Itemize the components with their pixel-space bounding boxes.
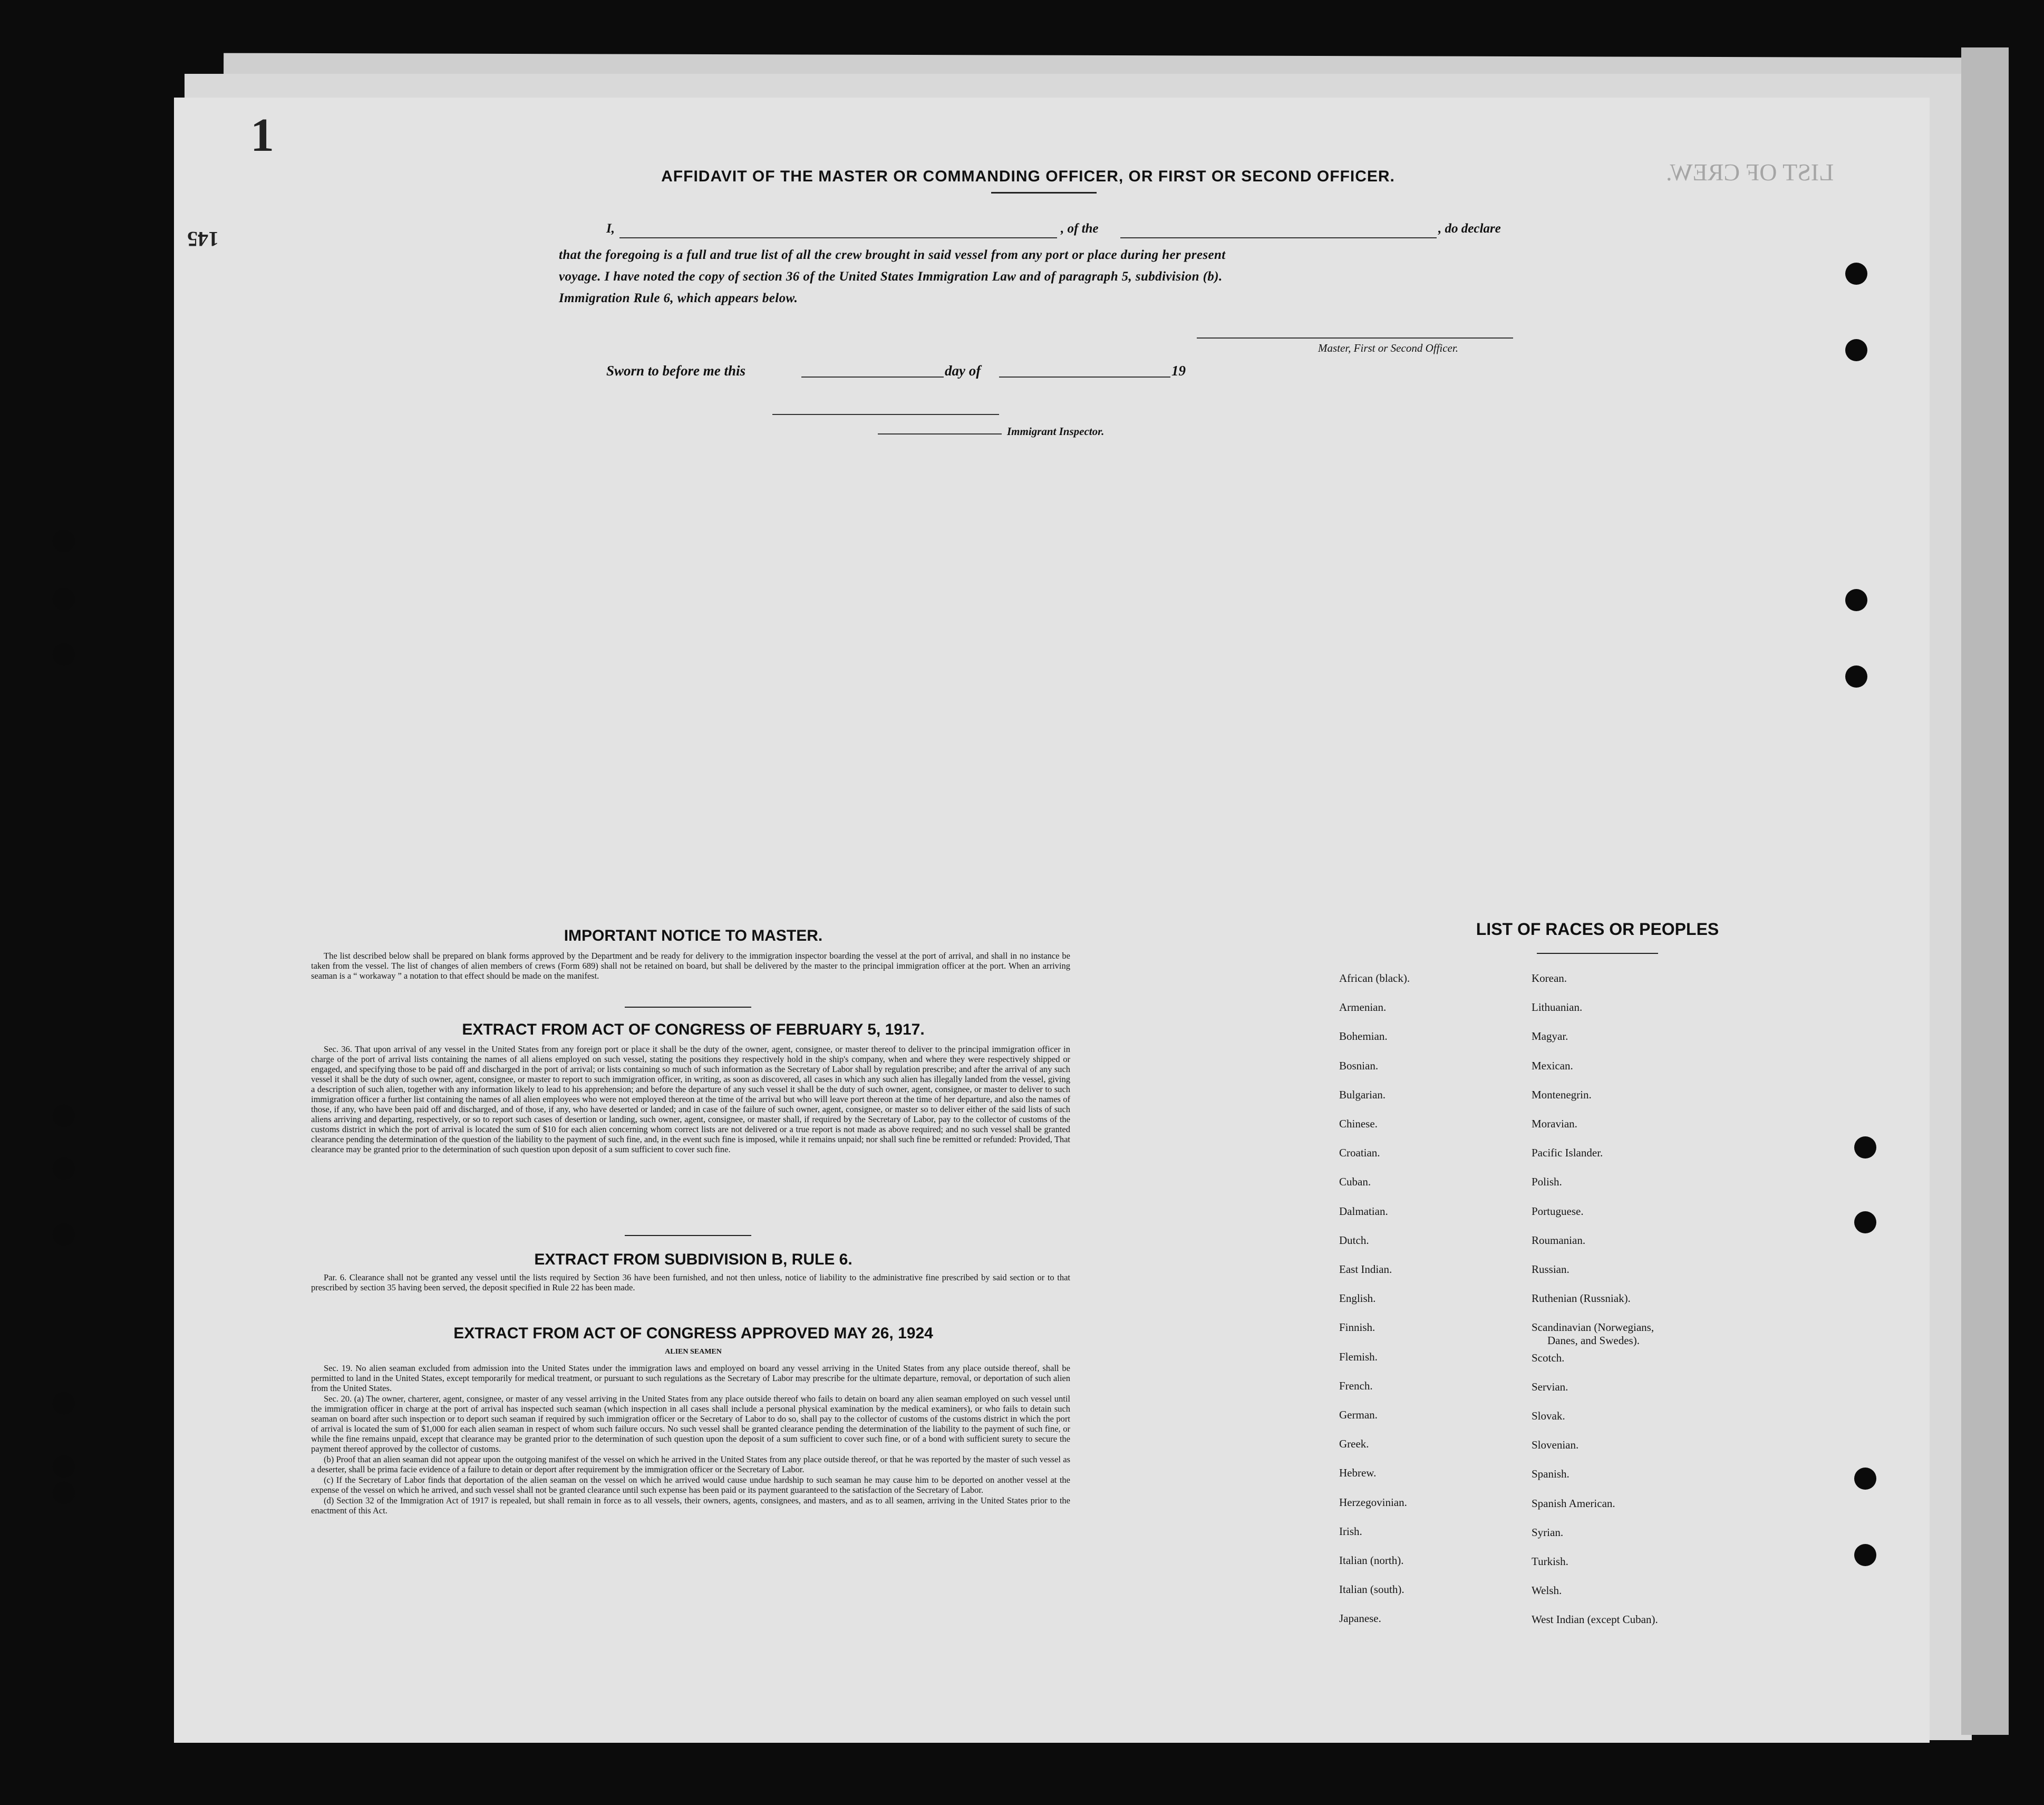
sworn-label: Sworn to before me this [606,363,746,379]
declaration-line: that the foregoing is a full and true list of all the crew brought in said vessel from any port or place during her present [559,248,1226,262]
notice-title: IMPORTANT NOTICE TO MASTER. [564,927,823,944]
race-item: Italian (north). [1339,1554,1404,1567]
race-item: West Indian (except Cuban). [1532,1613,1658,1626]
sec-20d-paragraph: (d) Section 32 of the Immigration Act of 1917 is repealed, but shall remain in force as to all vessels, their owners, agents, consignees, and masters, and as to all seamen, arriving in the United States prior to the enactment of this Act. [311,1495,1070,1516]
race-item: Flemish. [1339,1350,1378,1363]
race-item: Dutch. [1339,1233,1369,1247]
notice-paragraph: The list described below shall be prepared on blank forms approved by the Department and be ready for delivery to the immigration inspector boarding the vessel at the port of arrival, and shall in no instance be taken from the vessel. The list of changes of alien members of crews (Form 689) shall not be retained on board, but shall be delivered by the master to the principal immigration officer at the port. When an arriving seaman is a “ workaway ” a notation to that effect should be made on the manifest. [311,951,1070,981]
divider [625,1007,751,1008]
binding-hole [53,1105,75,1127]
race-item: Spanish. [1532,1468,1570,1481]
do-declare-label: , do declare [1438,221,1501,236]
races-title: LIST OF RACES OR PEOPLES [1476,920,1719,939]
race-item: German. [1339,1408,1378,1421]
race-item: African (black). [1339,972,1410,984]
affidavit-title: AFFIDAVIT OF THE MASTER OR COMMANDING OFFICER, OR FIRST OR SECOND OFFICER. [661,168,1395,185]
of-the-label: , of the [1061,221,1099,236]
sec-20a-paragraph: Sec. 20. (a) The owner, charterer, agent, consignee, or master of any vessel arriving in the United States from any place outside thereof who fails to detain on board any alien seaman employed on such vessel until the immigration officer in charge at the port of arrival has inspected such seaman (which inspection in all cases shall include a personal physical examination by the medical examiners), or who fails to detain such seaman on board after such inspection or to deport such seaman if required by such immigration officer or the Secretary of Labor to do so, shall pay to the collector of customs of the customs district in which the port of arrival is located the sum of $1,000 for each alien seaman in respect of whom such failure occurs. No such vessel shall be granted clearance pending the determination of the liability to the payment of such fine, or while the fine remains unpaid, except that clearance may be granted prior to the determination of such question upon the deposit of a sum sufficient to cover such fine, or of a bond with sufficient surety to secure the payment thereof approved by the collector of customs. [311,1394,1070,1454]
race-item: Japanese. [1339,1612,1381,1625]
binding-hole [53,1157,75,1180]
race-item: Bohemian. [1339,1030,1388,1043]
declarant-name-field[interactable] [619,237,1057,238]
extract-1917-text [311,1044,1070,1155]
binding-hole [1845,263,1867,285]
race-item: Bulgarian. [1339,1088,1386,1101]
bleed-through-text: LIST OF CREW. [1666,159,1834,186]
divider [625,1235,751,1236]
day-of-label: day of [945,363,981,379]
par-6-paragraph: Par. 6. Clearance shall not be granted any vessel until the lists required by Section 36 have been furnished, and not then unless, notice of liability to the administrative fine prescribed by said section or to that prescribed by section 35 having been served, the deposit specified in Rule 22 has been made. [311,1272,1070,1292]
binding-hole [1845,665,1867,688]
race-item: Greek. [1339,1437,1369,1451]
race-item: Slovak. [1532,1410,1565,1422]
race-item: Hebrew. [1339,1466,1377,1480]
race-item: Turkish. [1532,1555,1568,1568]
binding-hole [1854,1211,1876,1233]
race-item: Mexican. [1532,1059,1573,1072]
binding-hole [53,1223,75,1246]
binding-hole [53,1392,75,1414]
race-item: Danes, and Swedes). [1547,1334,1640,1347]
master-signature-field[interactable] [1197,337,1513,339]
race-item: Dalmatian. [1339,1204,1388,1218]
race-item: Irish. [1339,1524,1362,1538]
race-item: Bosnian. [1339,1059,1379,1072]
binding-hole [1845,589,1867,611]
binding-hole [1854,1544,1876,1566]
extract-1924-text [311,1363,1070,1516]
binding-hole [53,1482,75,1504]
binding-hole [1845,339,1867,361]
sec-20c-paragraph: (c) If the Secretary of Labor finds that deportation of the alien seaman on the vessel on which he arrived would cause undue hardship to such seaman he may cause him to be deported on another vessel at the expense of the vessel on which he arrived, and such vessel shall not be granted clearance until such expense has been paid or its payment guaranteed to the satisfaction of the Secretary of Labor. [311,1475,1070,1495]
divider [991,192,1097,194]
race-item: Syrian. [1532,1526,1564,1539]
race-item: Lithuanian. [1532,1001,1583,1014]
race-item: Chinese. [1339,1117,1378,1130]
inspector-signature-field[interactable] [772,414,999,415]
declarant-label: I, [606,221,615,236]
inspector-signature-field[interactable] [878,433,1002,435]
race-item: Italian (south). [1339,1583,1404,1596]
binding-hole [53,1455,75,1478]
race-item: Scandinavian (Norwegians, [1532,1321,1654,1334]
race-item: Cuban. [1339,1175,1371,1189]
vessel-name-field[interactable] [1120,237,1437,238]
race-item: Croatian. [1339,1146,1380,1160]
race-item: Ruthenian (Russniak). [1532,1292,1631,1305]
race-item: Polish. [1532,1175,1562,1189]
race-item: Herzegovinian. [1339,1495,1407,1509]
margin-number: 145 [187,227,219,251]
sec-19-paragraph: Sec. 19. No alien seaman excluded from admission into the United States under the immigration laws and employed on board any vessel arriving in the United States from any place outside thereof, shall be permitted to land in the United States, except temporarily for medical treatment, or pursuant to such regulations as the Secretary of Labor may prescribe for the ultimate departure, removal, or deportation of such alien from the United States. [311,1363,1070,1393]
binding-hole [53,643,75,665]
race-item: English. [1339,1292,1376,1305]
extract-1917-title: EXTRACT FROM ACT OF CONGRESS OF FEBRUARY 5, 1917. [462,1021,925,1038]
extract-1924-title: EXTRACT FROM ACT OF CONGRESS APPROVED MAY 26, 1924 [453,1325,933,1342]
race-item: Montenegrin. [1532,1088,1592,1101]
race-item: Welsh. [1532,1584,1562,1597]
page-edges [1961,47,2009,1735]
race-item: Russian. [1532,1263,1570,1276]
race-item: Armenian. [1339,1001,1387,1014]
binding-hole [1854,1468,1876,1490]
race-item: Finnish. [1339,1321,1375,1334]
extract-1924-subtitle: ALIEN SEAMEN [665,1348,722,1356]
notice-text [311,951,1070,981]
race-item: Moravian. [1532,1117,1577,1130]
binding-hole [1854,1136,1876,1159]
race-item: Roumanian. [1532,1233,1586,1247]
race-item: Servian. [1532,1380,1568,1393]
race-item: Korean. [1532,972,1567,984]
inspector-label: Immigrant Inspector. [1007,425,1105,438]
declaration-line: Immigration Rule 6, which appears below. [559,291,798,305]
race-item: Pacific Islander. [1532,1146,1603,1160]
master-signature-label: Master, First or Second Officer. [1318,342,1458,354]
race-item: French. [1339,1379,1373,1392]
race-item: Scotch. [1532,1351,1565,1364]
race-item: Portuguese. [1532,1204,1584,1218]
extract-rule6-title: EXTRACT FROM SUBDIVISION B, RULE 6. [534,1251,853,1268]
sworn-month-field[interactable] [999,377,1170,378]
sec-36-paragraph: Sec. 36. That upon arrival of any vessel in the United States from any foreign port or place it shall be the duty of the owner, agent, consignee, or master thereof to deliver to the principal immigration officer in charge of the port of arrival lists containing the names of all aliens employed on such vessel, stating the positions they respectively hold in the ship's company, when and where they were respectively shipped or engaged, and specifying those to be paid off and discharged in the port of arrival; or lists containing so much of such information as the Secretary of Labor shall by regulation prescribe; and after the arrival of any such vessel it shall be the duty of such owner, agent, consignee, or master to report to such immigration officer, in writing, as soon as discovered, all cases in which any such alien has illegally landed from the vessel, giving a description of such alien, together with any information likely to lead to his apprehension; and before the departure of any such vessel it shall be the duty of such owner, agent, consignee, or master to deliver to such immigration officer a further list containing the names of all alien employees who were not employed thereon at the time of the arrival but who will leave port thereon at the time of her departure, and also the names of those, if any, who have been paid off and discharged, and of those, if any, who have deserted or landed; and in case of the failure of such owner, agent, consignee, or master so to deliver either of the said lists of such aliens arriving and departing, respectively, or so to report such cases of desertion or landing, such owner, agent, consignee, or master shall, if required by the Secretary of Labor, pay to the collector of customs of the customs district in which the port of arrival is located the sum of $10 for each alien concerning whom correct lists are not delivered or a true report is not made as above required; and no such vessel shall be granted clearance pending the determination of the question of the liability to the payment of such fine, and, in the event such fine is imposed, while it remains unpaid; nor shall such fine be remitted or refunded: Provided, That clearance may be granted prior to the determination of such question upon deposit of a sum sufficient to cover such fine. [311,1044,1070,1154]
sec-20b-paragraph: (b) Proof that an alien seaman did not appear upon the outgoing manifest of the vessel on which he arrived in the United States from any place outside thereof, or that he was reported by the master of such vessel as a deserter, shall be prima facie evidence of a failure to detain or deport after requirement by the immigration officer or the Secretary of Labor. [311,1454,1070,1474]
race-item: Slovenian. [1532,1439,1579,1452]
race-item: Spanish American. [1532,1497,1615,1510]
year-label: 19 [1171,363,1186,379]
binding-hole [53,588,75,610]
binding-hole [53,530,75,552]
divider [1537,953,1658,954]
sworn-day-field[interactable] [801,377,944,378]
extract-rule6-text [311,1272,1070,1293]
race-item: Magyar. [1532,1030,1568,1043]
declaration-line: voyage. I have noted the copy of section 36 of the United States Immigration Law and of paragraph 5, subdivision (b). [559,269,1223,284]
margin-digit: 1 [250,109,274,161]
race-item: East Indian. [1339,1263,1392,1276]
